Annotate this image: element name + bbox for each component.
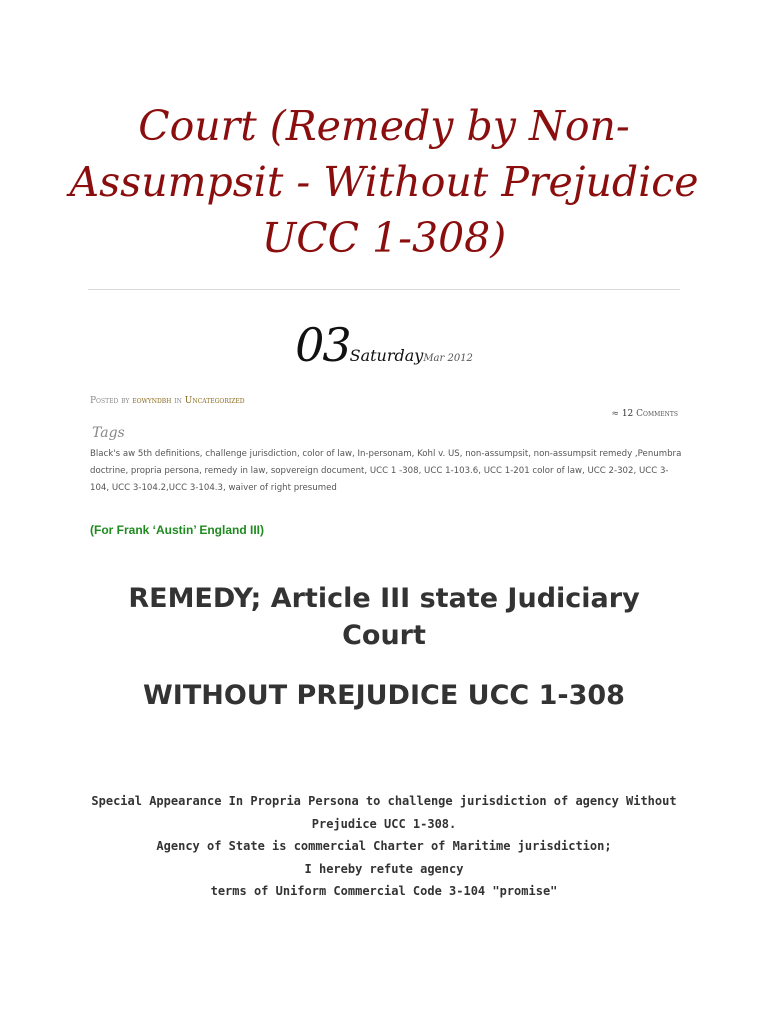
post-meta xyxy=(90,396,245,406)
post-title[interactable]: Court (Remedy by Non-Assumpsit - Without Prejudice UCC 1-308) xyxy=(69,102,699,262)
dedication-text: (For Frank ‘Austin’ England III) xyxy=(90,523,265,537)
title-divider xyxy=(88,289,680,290)
comments-count: 12 xyxy=(621,409,634,419)
body-line: I hereby refute agency xyxy=(304,861,464,876)
body-line: terms of Uniform Commercial Code 3-104 "promise" xyxy=(210,884,558,898)
date-month-year: Mar 2012 xyxy=(423,353,473,364)
date-day: 03 xyxy=(295,318,350,372)
posted-by-label: Posted by xyxy=(90,396,130,406)
heading-without-prejudice: WITHOUT PREJUDICE UCC 1-308 xyxy=(143,680,625,711)
comments-icon: ≈ xyxy=(611,409,619,419)
tags-list[interactable]: Black's aw 5th definitions, challenge jurisdiction, color of law, In-personam, Kohl v. US, non-assumpsit, non-assumpsit remedy ,Penumbra doctrine, propria persona, remedy in law, sopvereign document, UCC 1 -308, UCC 1-103.6, UCC 1-201 color of law, UCC 2-302, UCC 3-104, UCC 3-104.2,UCC 3-104.3, waiver of right presumed xyxy=(90,449,682,493)
post-date xyxy=(0,320,768,370)
comments-label: Comments xyxy=(636,409,678,419)
in-label: in xyxy=(174,396,182,406)
body-paragraph xyxy=(64,790,704,903)
category-link[interactable]: Uncategorized xyxy=(184,396,245,406)
body-line: Special Appearance In Propria Persona to challenge jurisdiction of agency Without xyxy=(91,794,677,808)
body-line: Agency of State is commercial Charter of Maritime jurisdiction; xyxy=(156,839,612,853)
heading-remedy: REMEDY; Article III state Judiciary Court xyxy=(128,583,640,651)
date-weekday: Saturday xyxy=(349,346,424,365)
comments-link[interactable] xyxy=(611,409,678,419)
author-link[interactable]: eowyndbh xyxy=(132,396,172,406)
body-line: Prejudice UCC 1-308. xyxy=(311,816,457,831)
tags-heading: Tags xyxy=(92,425,125,441)
